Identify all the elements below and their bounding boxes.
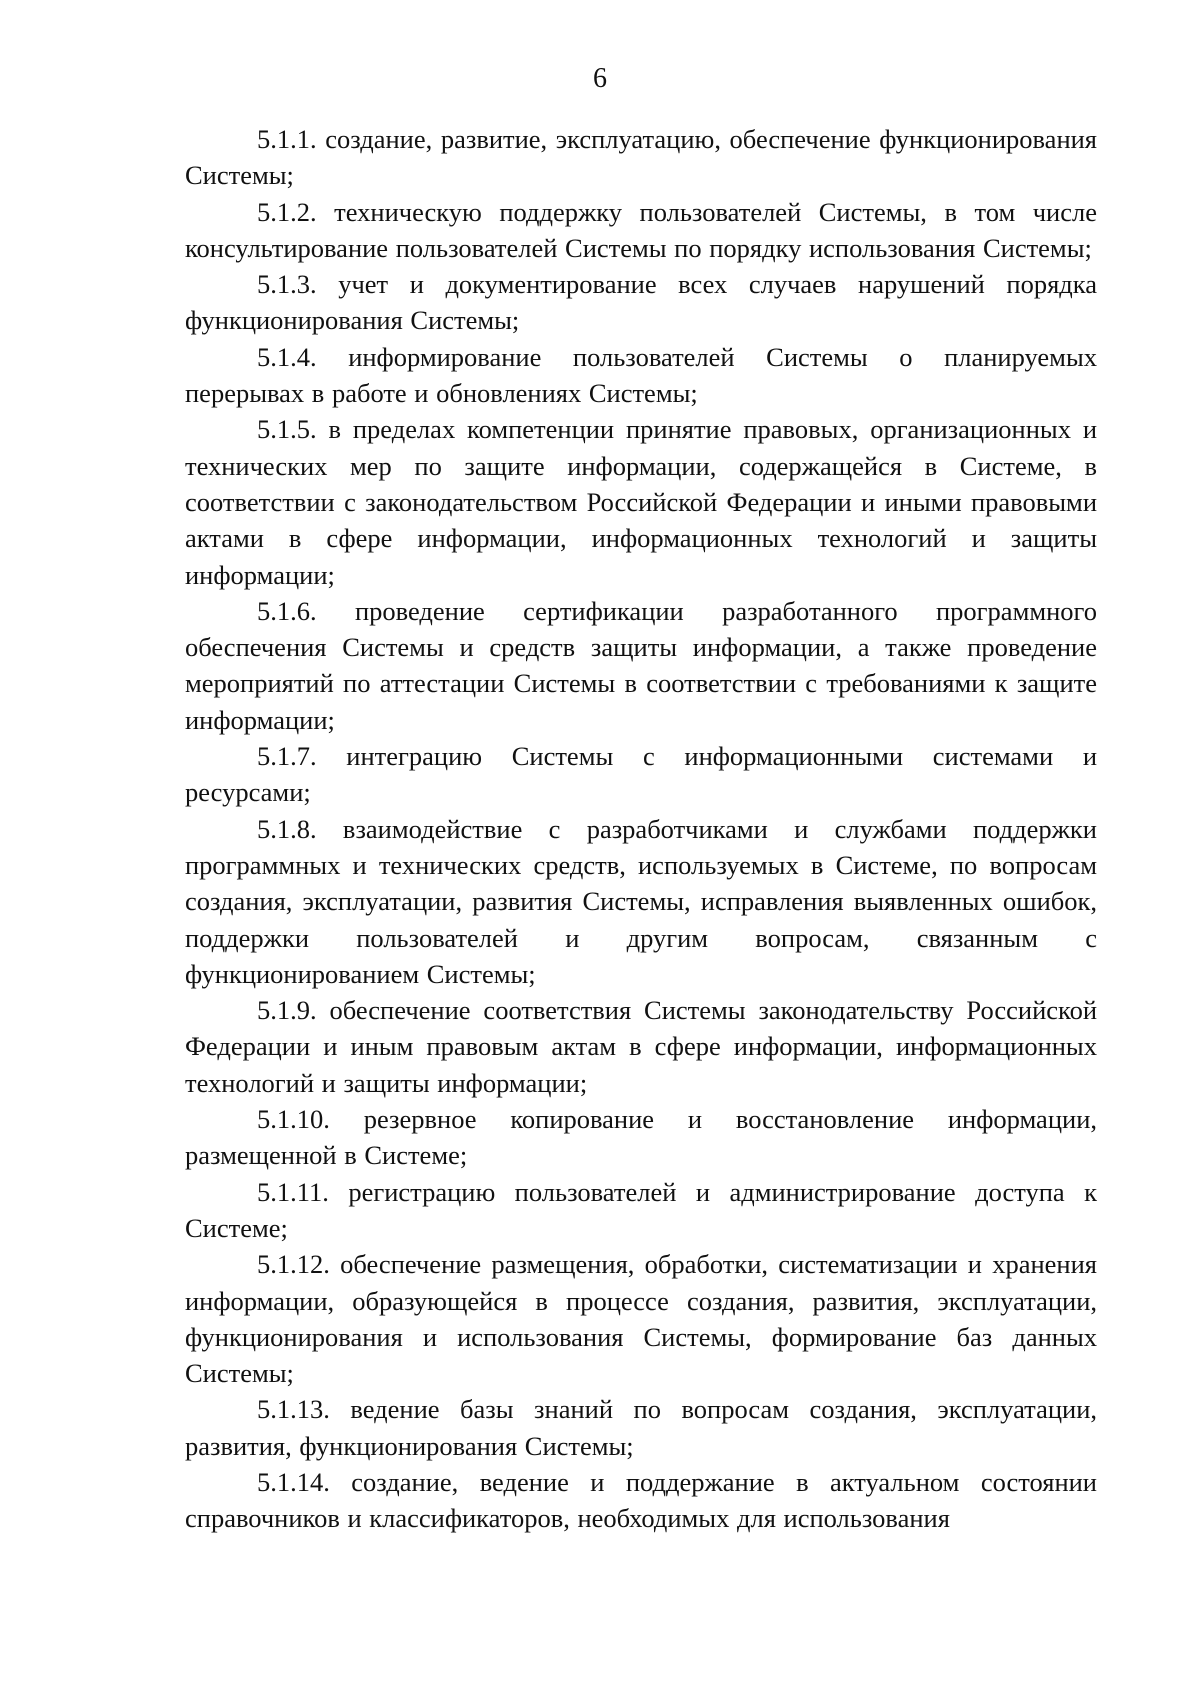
paragraph-5-1-11: 5.1.11. регистрацию пользователей и администрирование доступа к Системе; bbox=[185, 1176, 1097, 1243]
paragraph-5-1-8: 5.1.8. взаимодействие с разработчиками и службами поддержки программных и технических средств, используемых в Системе, по вопросам создания, эксплуатации, развития Системы, исправления выявленных ошибок, поддержки пользователей и другим вопросам, связанным с функционированием Системы; bbox=[185, 813, 1097, 989]
page-number: 6 bbox=[593, 63, 607, 94]
paragraph-5-1-5: 5.1.5. в пределах компетенции принятие правовых, организационных и технических мер по защите информации, содержащейся в Системе, в соответствии с законодательством Российской Федерации и иными правовыми актами в сфере информации, информационных технологий и защиты информации; bbox=[185, 414, 1097, 590]
paragraph-5-1-14: 5.1.14. создание, ведение и поддержание в актуальном состоянии справочников и классификаторов, необходимых для использования bbox=[185, 1466, 1097, 1534]
paragraph-5-1-1: 5.1.1. создание, развитие, эксплуатацию, обеспечение функционирования Системы; bbox=[185, 124, 1097, 191]
paragraph-5-1-10: 5.1.10. резервное копирование и восстановление информации, размещенной в Системе; bbox=[185, 1104, 1097, 1171]
paragraph-5-1-4: 5.1.4. информирование пользователей Системы о планируемых перерывах в работе и обновлениях Системы; bbox=[185, 341, 1097, 409]
paragraph-5-1-6: 5.1.6. проведение сертификации разработанного программного обеспечения Системы и средств защиты информации, а также проведение мероприятий по аттестации Системы в соответствии с требованиями к защите информации; bbox=[185, 595, 1097, 735]
paragraph-5-1-2: 5.1.2. техническую поддержку пользователей Системы, в том числе консультирование пользователей Системы по порядку использования Системы; bbox=[185, 196, 1097, 263]
document-body bbox=[185, 121, 1097, 1537]
paragraph-5-1-13: 5.1.13. ведение базы знаний по вопросам создания, эксплуатации, развития, функционирования Системы; bbox=[185, 1394, 1097, 1461]
paragraph-5-1-9: 5.1.9. обеспечение соответствия Системы законодательству Российской Федерации и иным правовым актам в сфере информации, информационных технологий и защиты информации; bbox=[185, 995, 1097, 1098]
paragraph-5-1-7: 5.1.7. интеграцию Системы с информационными системами и ресурсами; bbox=[185, 741, 1097, 808]
paragraph-5-1-12: 5.1.12. обеспечение размещения, обработки, систематизации и хранения информации, образующейся в процессе создания, развития, эксплуатации, функционирования и использования Системы, формирование баз данных Системы; bbox=[185, 1249, 1097, 1389]
paragraph-5-1-3: 5.1.3. учет и документирование всех случаев нарушений порядка функционирования Системы; bbox=[185, 269, 1097, 336]
